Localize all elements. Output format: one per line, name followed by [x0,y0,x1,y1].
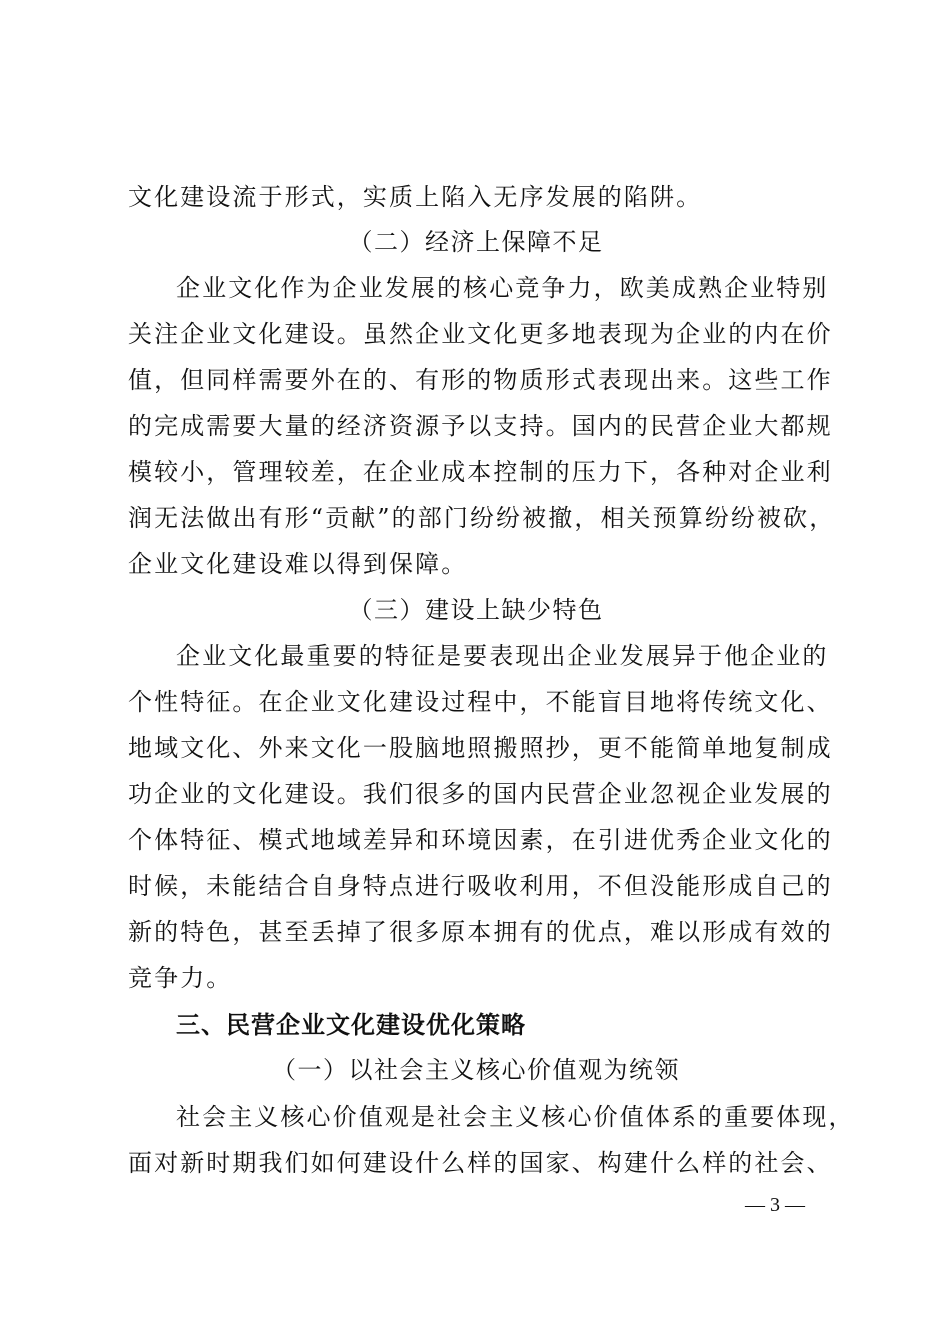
body-line: 文化建设流于形式，实质上陷入无序发展的陷阱。 [128,183,703,211]
paragraph-first-line: 企业文化作为企业发展的核心竞争力，欧美成熟企业特别 [176,274,829,302]
page-number: — 3 — [745,1194,805,1216]
paragraph-first-line: 企业文化最重要的特征是要表现出企业发展异于他企业的 [176,642,829,670]
body-line: 竞争力。 [128,964,233,992]
body-line: 个性特征。在企业文化建设过程中，不能盲目地将传统文化、 [128,688,833,716]
body-line: 的完成需要大量的经济资源予以支持。国内的民营企业大都规 [128,412,833,440]
body-line: 地域文化、外来文化一股脑地照搬照抄，更不能简单地复制成 [128,734,833,762]
body-line: 新的特色，甚至丢掉了很多原本拥有的优点，难以形成有效的 [128,918,833,946]
body-line: 关注企业文化建设。虽然企业文化更多地表现为企业的内在价 [128,320,833,348]
paragraph-first-line: 社会主义核心价值观是社会主义核心价值体系的重要体现， [176,1103,855,1131]
section-heading-3: （三）建设上缺少特色 [348,596,604,624]
body-line: 面对新时期我们如何建设什么样的国家、构建什么样的社会、 [128,1149,833,1177]
body-line: 个体特征、模式地域差异和环境因素，在引进优秀企业文化的 [128,826,833,854]
body-line: 功企业的文化建设。我们很多的国内民营企业忽视企业发展的 [128,780,833,808]
body-line: 润无法做出有形“贡献”的部门纷纷被撤，相关预算纷纷被砍， [128,504,836,532]
body-line: 企业文化建设难以得到保障。 [128,550,468,578]
body-line: 值，但同样需要外在的、有形的物质形式表现出来。这些工作 [128,366,833,394]
body-line: 模较小，管理较差，在企业成本控制的压力下，各种对企业利 [128,458,833,486]
chapter-heading: 三、民营企业文化建设优化策略 [176,1011,526,1039]
body-line: 时候，未能结合自身特点进行吸收利用，不但没能形成自己的 [128,872,833,900]
section-heading-1: （一）以社会主义核心价值观为统领 [272,1056,680,1084]
section-heading-2: （二）经济上保障不足 [348,228,604,256]
